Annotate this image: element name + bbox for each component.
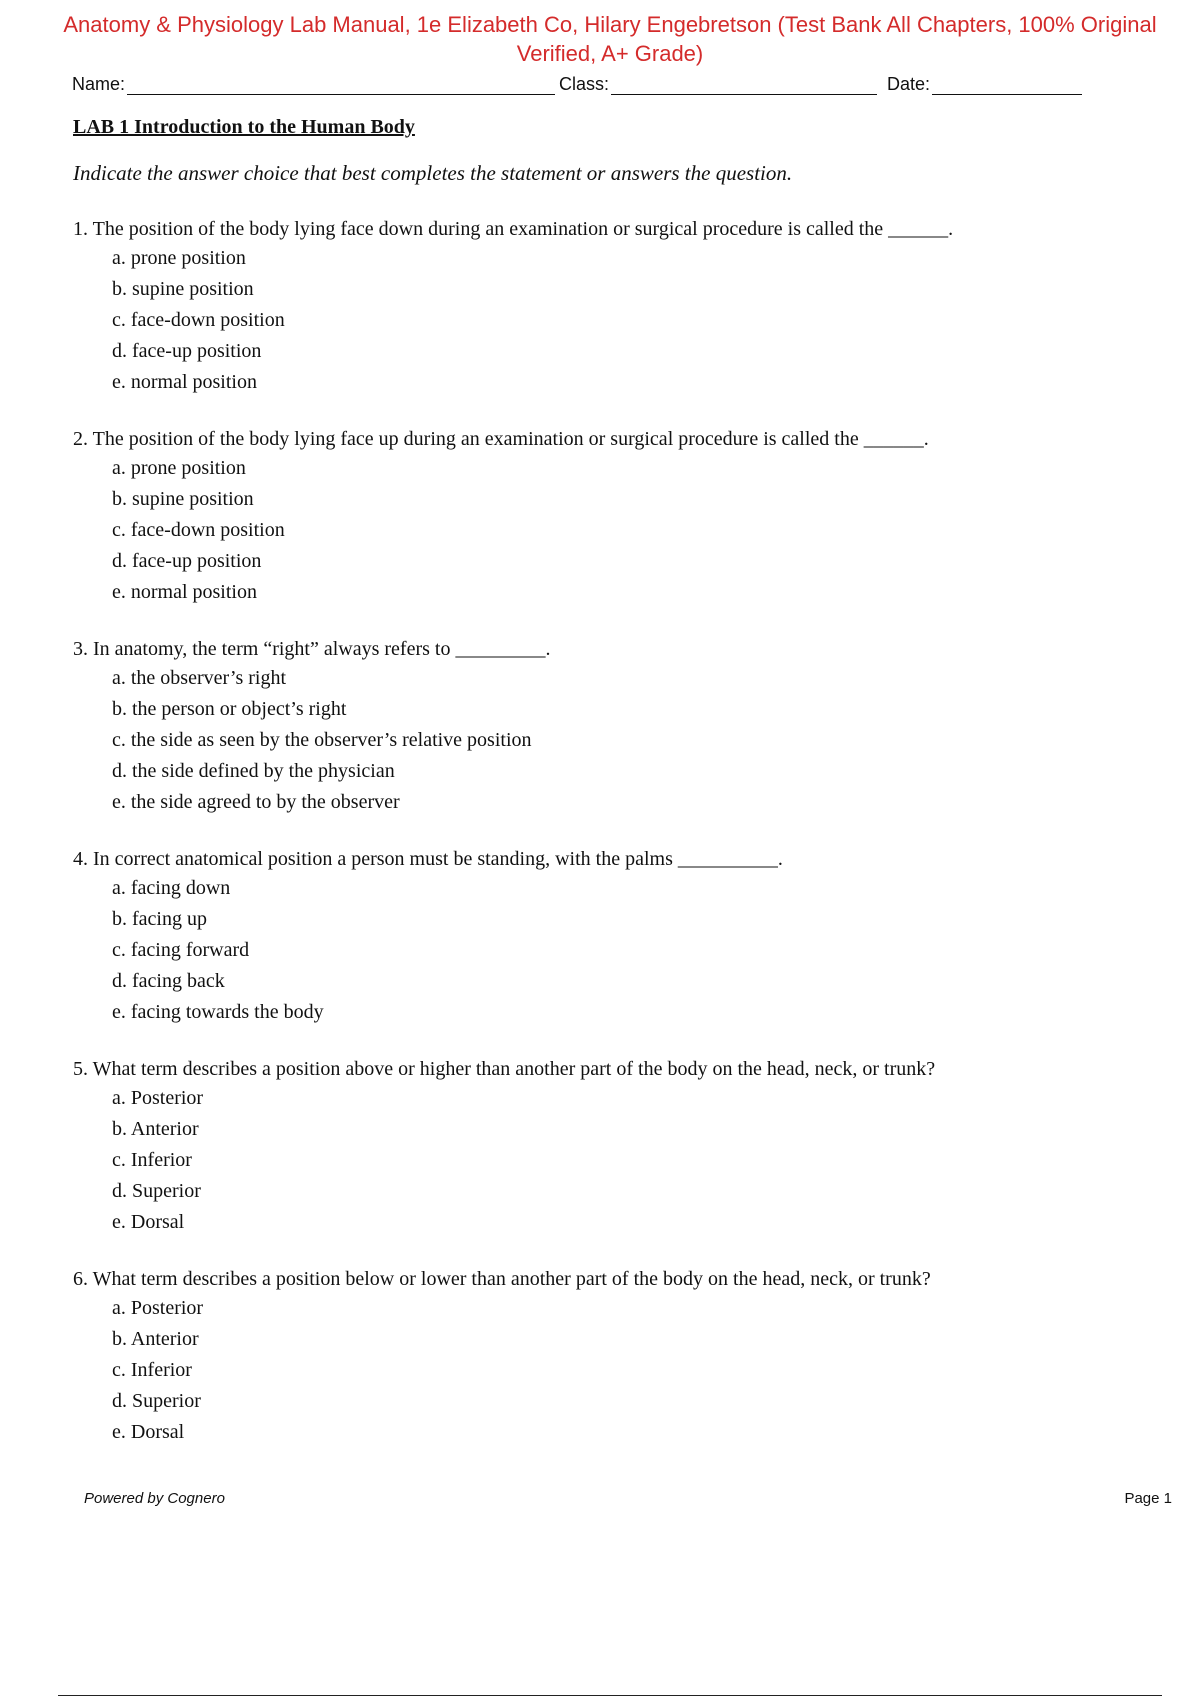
question-stem: 6. What term describes a position below or lower than another part of the body on the head, neck, or trunk? xyxy=(73,1268,931,1290)
answer-option-d[interactable]: d. facing back xyxy=(112,970,225,992)
answer-option-e[interactable]: e. normal position xyxy=(112,371,257,393)
question-2 xyxy=(73,425,1153,608)
answer-options xyxy=(73,663,1153,818)
answer-option-a[interactable]: a. Posterior xyxy=(112,1297,204,1319)
instructions: Indicate the answer choice that best completes the statement or answers the question. xyxy=(73,161,793,185)
answer-option-b[interactable]: b. supine position xyxy=(112,278,254,300)
answer-options xyxy=(73,453,1153,608)
answer-option-d[interactable]: d. face-up position xyxy=(112,550,262,572)
question-stem: 5. What term describes a position above or higher than another part of the body on the head, neck, or trunk? xyxy=(73,1058,936,1080)
answer-option-d[interactable]: d. face-up position xyxy=(112,340,262,362)
answer-options xyxy=(73,243,1153,398)
answer-option-b[interactable]: b. supine position xyxy=(112,488,254,510)
answer-option-c[interactable]: c. Inferior xyxy=(112,1149,192,1171)
answer-option-c[interactable]: c. face-down position xyxy=(112,519,285,541)
answer-option-a[interactable]: a. facing down xyxy=(112,877,231,899)
question-stem: 1. The position of the body lying face down during an examination or surgical procedure is called the ______. xyxy=(73,218,954,240)
name-line[interactable] xyxy=(127,72,555,95)
answer-option-e[interactable]: e. Dorsal xyxy=(112,1211,185,1233)
answer-option-c[interactable]: c. face-down position xyxy=(112,309,285,331)
answer-option-d[interactable]: d. Superior xyxy=(112,1180,201,1202)
answer-option-c[interactable]: c. facing forward xyxy=(112,939,250,961)
question-stem: 3. In anatomy, the term “right” always refers to _________. xyxy=(73,638,551,660)
question-5 xyxy=(73,1055,1153,1238)
page-number: Page 1 xyxy=(1124,1490,1172,1507)
question-stem: 4. In correct anatomical position a person must be standing, with the palms __________. xyxy=(73,848,783,870)
answer-option-e[interactable]: e. normal position xyxy=(112,581,257,603)
question-6 xyxy=(73,1265,1153,1448)
student-info-row xyxy=(72,72,1162,100)
answer-option-b[interactable]: b. facing up xyxy=(112,908,207,930)
document-title: Anatomy & Physiology Lab Manual, 1e Elizabeth Co, Hilary Engebretson (Test Bank All Chapters, 100% Original Verified, A+ Grade) xyxy=(63,12,1157,66)
answer-option-e[interactable]: e. the side agreed to by the observer xyxy=(112,791,400,813)
answer-option-e[interactable]: e. Dorsal xyxy=(112,1421,185,1443)
lab-heading: LAB 1 Introduction to the Human Body xyxy=(73,116,415,138)
date-line[interactable] xyxy=(932,72,1082,95)
answer-options xyxy=(73,873,1153,1028)
question-1 xyxy=(73,215,1153,398)
answer-option-c[interactable]: c. the side as seen by the observer’s relative position xyxy=(112,729,532,751)
answer-option-d[interactable]: d. the side defined by the physician xyxy=(112,760,395,782)
class-label: Class: xyxy=(559,74,610,94)
class-field xyxy=(559,72,877,95)
answer-options xyxy=(73,1293,1153,1448)
date-label: Date: xyxy=(887,74,931,94)
answer-option-a[interactable]: a. prone position xyxy=(112,457,246,479)
answer-option-b[interactable]: b. Anterior xyxy=(112,1328,199,1350)
answer-options xyxy=(73,1083,1153,1238)
question-4 xyxy=(73,845,1153,1028)
question-3 xyxy=(73,635,1153,818)
question-stem: 2. The position of the body lying face up during an examination or surgical procedure is called the ______. xyxy=(73,428,929,450)
bottom-divider xyxy=(58,1695,1162,1696)
answer-option-c[interactable]: c. Inferior xyxy=(112,1359,192,1381)
answer-option-d[interactable]: d. Superior xyxy=(112,1390,201,1412)
answer-option-a[interactable]: a. Posterior xyxy=(112,1087,204,1109)
powered-by-footer: Powered by Cognero xyxy=(84,1490,225,1507)
answer-option-b[interactable]: b. Anterior xyxy=(112,1118,199,1140)
date-field xyxy=(887,72,1082,95)
answer-option-b[interactable]: b. the person or object’s right xyxy=(112,698,347,720)
name-label: Name: xyxy=(72,74,126,94)
name-field xyxy=(72,72,555,95)
answer-option-a[interactable]: a. the observer’s right xyxy=(112,667,287,689)
answer-option-e[interactable]: e. facing towards the body xyxy=(112,1001,324,1023)
class-line[interactable] xyxy=(611,72,877,95)
answer-option-a[interactable]: a. prone position xyxy=(112,247,246,269)
